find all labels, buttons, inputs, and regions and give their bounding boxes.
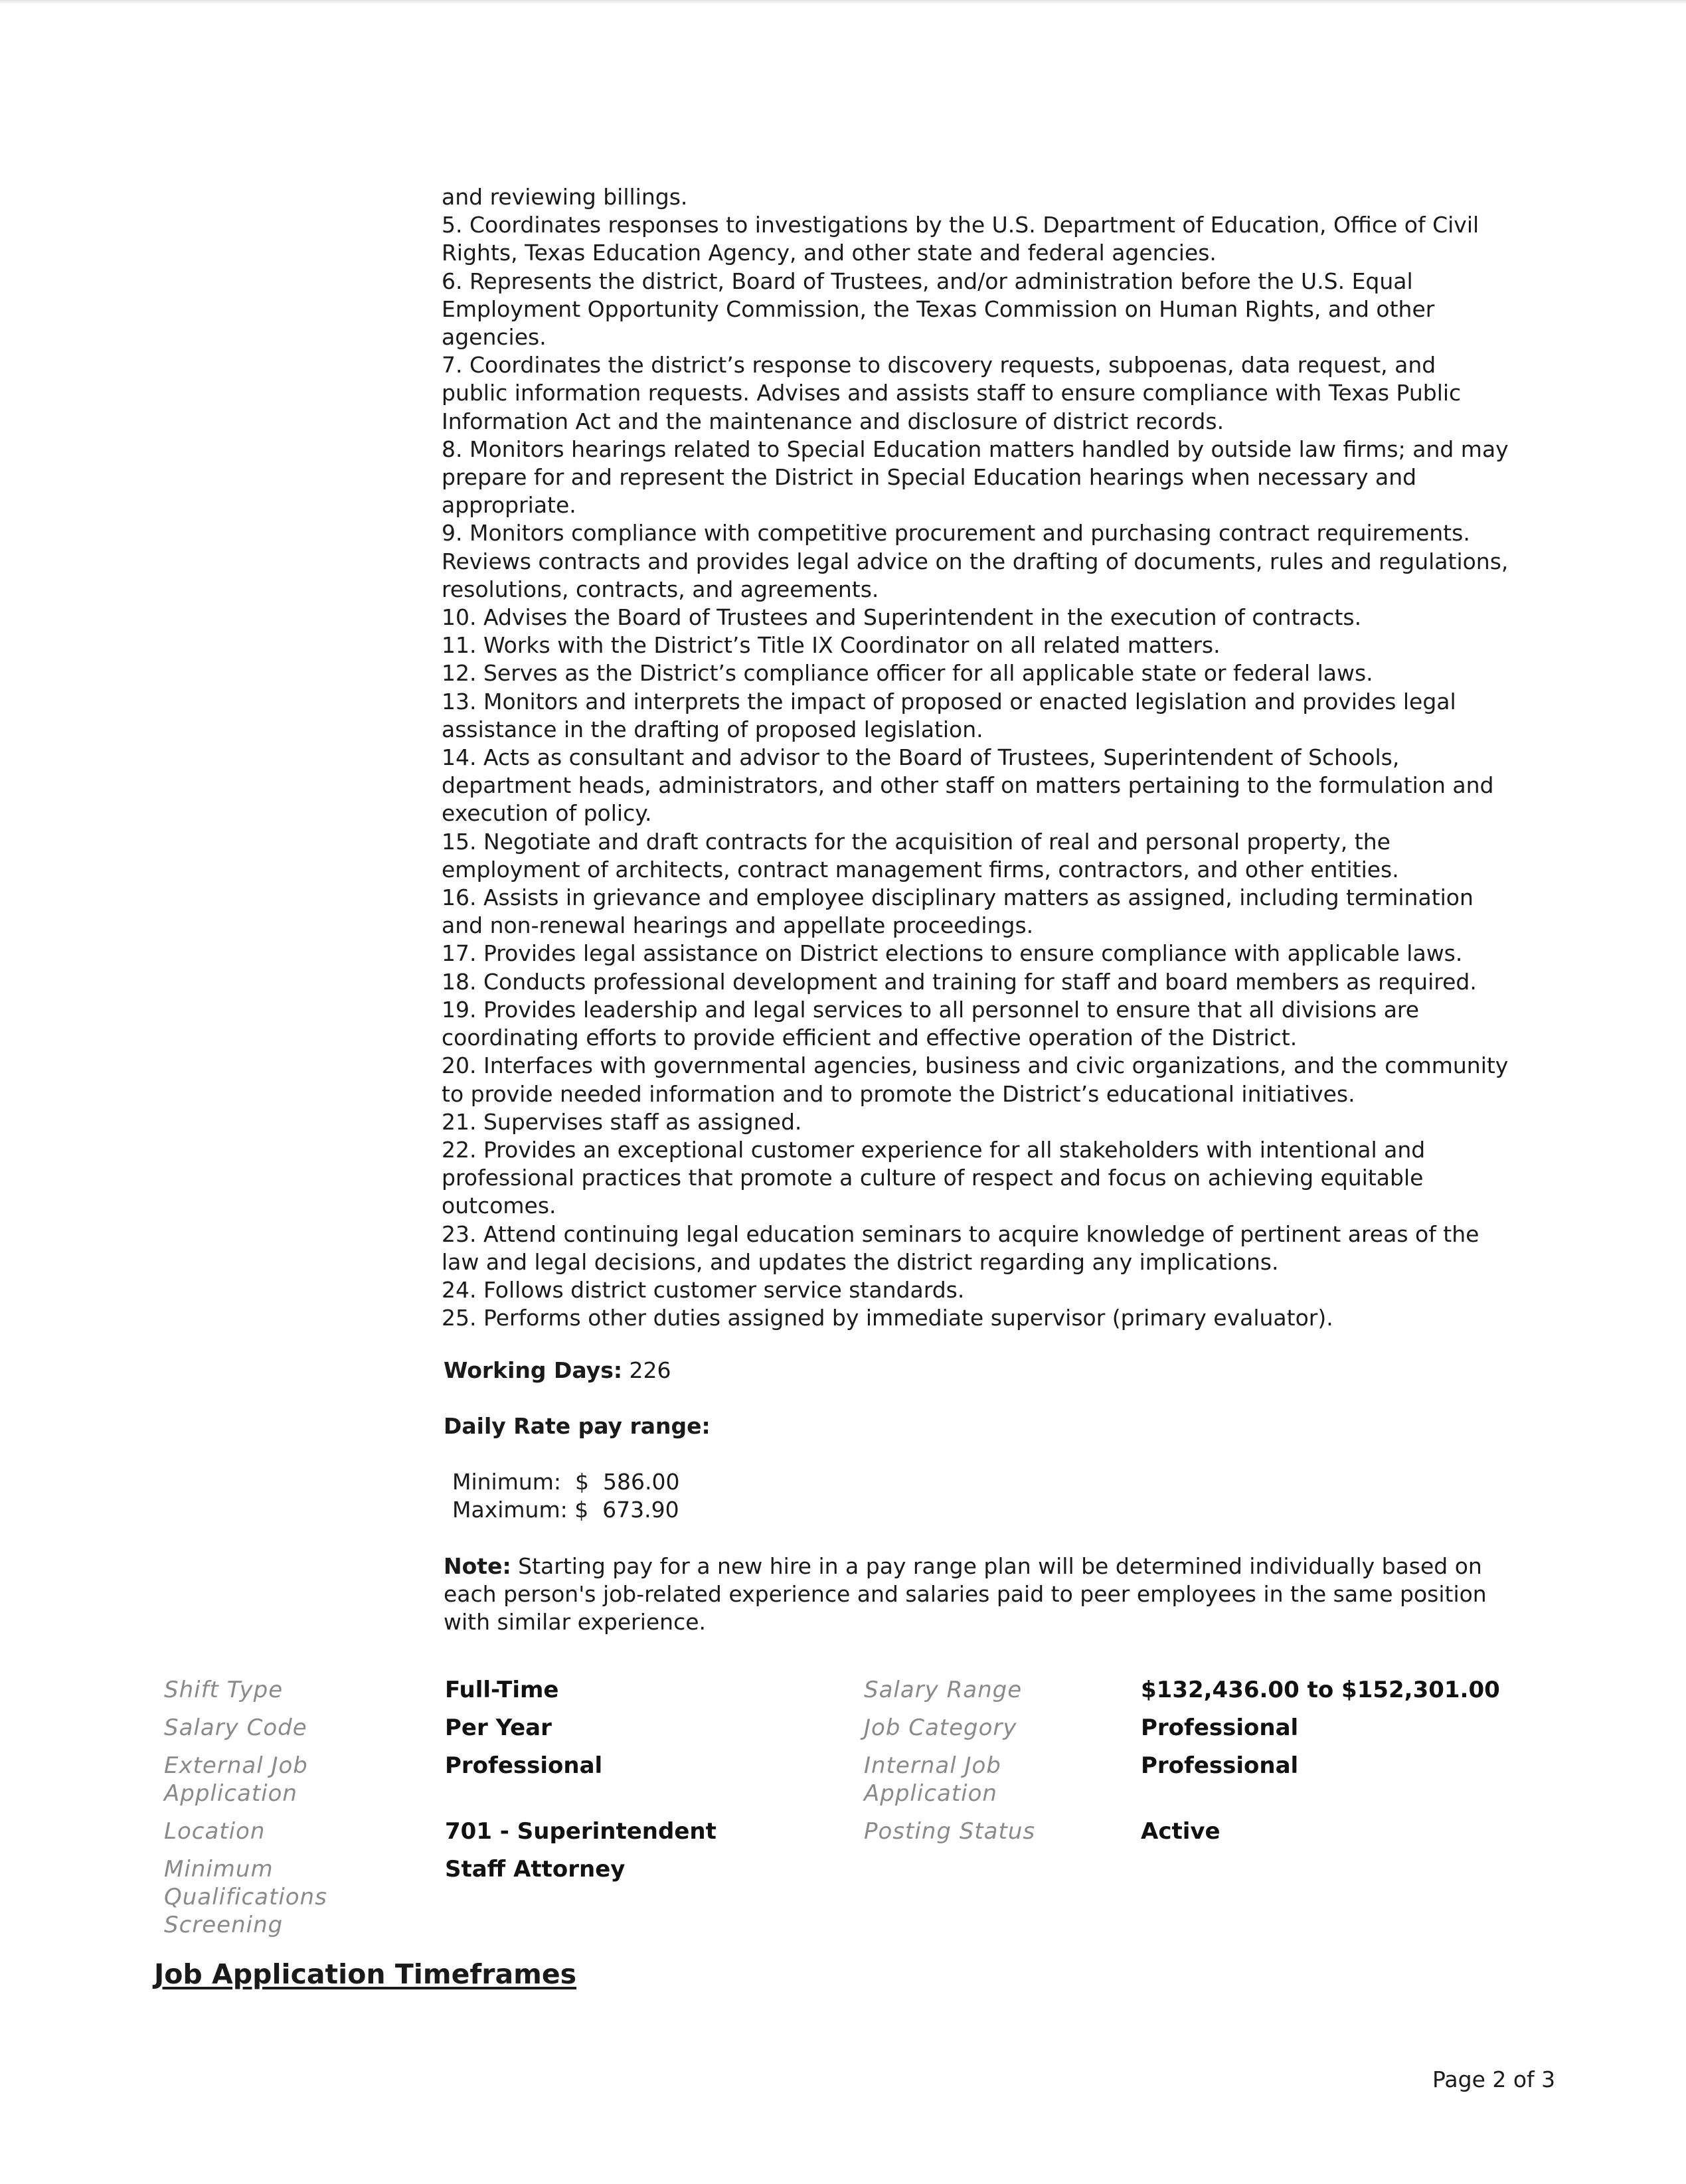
duty-line: 14. Acts as consultant and advisor to the Board of Trustees, Superintendent of Schools, [442, 744, 1400, 771]
duty-line: and non-renewal hearings and appellate proceedings. [442, 912, 1034, 939]
duty-line: and reviewing billings. [442, 184, 688, 210]
note-line: with similar experience. [444, 1609, 707, 1635]
duty-line: 13. Monitors and interprets the impact of proposed or enacted legislation and provides legal [442, 688, 1456, 714]
duty-line: 10. Advises the Board of Trustees and Superintendent in the execution of contracts. [442, 604, 1362, 631]
note-label: Note: [444, 1553, 511, 1579]
pay-range-heading: Daily Rate pay range: [444, 1413, 711, 1439]
pay-minimum: Minimum: $ 586.00 [452, 1469, 680, 1495]
note-line: each person's job-related experience and salaries paid to peer employees in the same position [444, 1581, 1487, 1607]
salary-code-label: Salary Code [164, 1715, 307, 1741]
duty-line: public information requests. Advises and assists staff to ensure compliance with Texas Public [442, 380, 1462, 406]
duty-line: 16. Assists in grievance and employee disciplinary matters as assigned, including termination [442, 884, 1474, 911]
job-application-timeframes-heading: Job Application Timeframes [154, 1958, 577, 1990]
duty-line: 25. Performs other duties assigned by immediate supervisor (primary evaluator). [442, 1305, 1333, 1331]
working-days-label: Working Days: [444, 1357, 623, 1383]
label-line: Application [864, 1780, 997, 1807]
duty-line: appropriate. [442, 492, 576, 519]
pay-maximum: Maximum: $ 673.90 [452, 1497, 679, 1523]
duty-line: resolutions, contracts, and agreements. [442, 576, 879, 602]
duty-line: 18. Conducts professional development and training for staff and board members as required. [442, 968, 1477, 995]
minimum-qualifications-screening-value: Staff Attorney [445, 1856, 626, 1883]
salary-range-value: $132,436.00 to $152,301.00 [1141, 1677, 1500, 1703]
duty-line: prepare for and represent the District in Special Education hearings when necessary and [442, 464, 1417, 491]
shift-type-label: Shift Type [164, 1677, 284, 1703]
duty-line: execution of policy. [442, 800, 652, 827]
duty-line: 23. Attend continuing legal education seminars to acquire knowledge of pertinent areas of the [442, 1220, 1479, 1247]
duty-line: to provide needed information and to promote the District’s educational initiatives. [442, 1080, 1355, 1107]
duty-line: department heads, administrators, and other staff on matters pertaining to the formulation and [442, 772, 1494, 799]
duty-line: 20. Interfaces with governmental agencies, business and civic organizations, and the community [442, 1052, 1509, 1079]
label-line: Minimum [164, 1856, 274, 1883]
note-line [444, 1553, 1533, 1580]
pay-note [444, 1553, 1533, 1636]
internal-job-application-value: Professional [1141, 1752, 1299, 1779]
duty-line: 21. Supervises staff as assigned. [442, 1108, 802, 1135]
duty-line: 5. Coordinates responses to investigations by the U.S. Department of Education, Office of Civil [442, 212, 1479, 238]
label-line: Screening [164, 1912, 284, 1938]
job-category-label: Job Category [864, 1715, 1017, 1741]
label-line: Internal Job [864, 1752, 1001, 1779]
duty-line: 9. Monitors compliance with competitive procurement and purchasing contract requirements. [442, 520, 1470, 546]
posting-status-label: Posting Status [864, 1818, 1036, 1845]
salary-range-label: Salary Range [864, 1677, 1023, 1703]
duty-line: law and legal decisions, and updates the district regarding any implications. [442, 1248, 1279, 1275]
duties-list [442, 183, 1551, 1332]
label-line: External Job [164, 1752, 308, 1779]
duty-line: Rights, Texas Education Agency, and other state and federal agencies. [442, 240, 1217, 266]
location-label: Location [164, 1818, 266, 1845]
shift-type-value: Full-Time [445, 1677, 559, 1703]
location-value: 701 - Superintendent [445, 1818, 717, 1845]
label-line: Application [164, 1780, 297, 1807]
minimum-qualifications-screening-label [164, 1855, 327, 1939]
salary-code-value: Per Year [445, 1715, 552, 1741]
internal-job-application-label [864, 1752, 1001, 1807]
duty-line: 19. Provides leadership and legal services to all personnel to ensure that all divisions are [442, 996, 1420, 1023]
duty-line: 11. Works with the District’s Title IX Coordinator on all related matters. [442, 632, 1221, 659]
duty-line: 24. Follows district customer service standards. [442, 1276, 965, 1303]
duty-line: professional practices that promote a culture of respect and focus on achieving equitable [442, 1165, 1424, 1191]
working-days [444, 1357, 671, 1385]
posting-status-value: Active [1141, 1818, 1221, 1845]
duty-line: 8. Monitors hearings related to Special Education matters handled by outside law firms; and may [442, 436, 1509, 462]
duty-line: assistance in the drafting of proposed legislation. [442, 716, 983, 742]
duty-line: 7. Coordinates the district’s response to discovery requests, subpoenas, data request, and [442, 352, 1436, 378]
job-category-value: Professional [1141, 1715, 1299, 1741]
page-number: Page 2 of 3 [1432, 2066, 1556, 2092]
external-job-application-value: Professional [445, 1752, 603, 1779]
duty-line: coordinating efforts to provide efficient and effective operation of the District. [442, 1025, 1298, 1051]
note-text: Starting pay for a new hire in a pay range plan will be determined individually based on [511, 1553, 1482, 1579]
working-days-value: 226 [622, 1357, 671, 1383]
label-line: Qualifications [164, 1884, 327, 1910]
duty-line: 6. Represents the district, Board of Trustees, and/or administration before the U.S. Equal [442, 268, 1413, 294]
duty-line: employment of architects, contract management firms, contractors, and other entities. [442, 856, 1399, 882]
duty-line: agencies. [442, 324, 547, 351]
external-job-application-label [164, 1752, 308, 1807]
duty-line: Employment Opportunity Commission, the Texas Commission on Human Rights, and other [442, 295, 1435, 322]
duty-line: 15. Negotiate and draft contracts for the acquisition of real and personal property, the [442, 828, 1391, 855]
duty-line: 17. Provides legal assistance on District elections to ensure compliance with applicable laws. [442, 940, 1463, 967]
duty-line: 22. Provides an exceptional customer experience for all stakeholders with intentional and [442, 1136, 1426, 1163]
duty-line: outcomes. [442, 1193, 556, 1219]
duty-line: Reviews contracts and provides legal advice on the drafting of documents, rules and regulations, [442, 548, 1509, 574]
duty-line: Information Act and the maintenance and disclosure of district records. [442, 408, 1224, 434]
scan-edge [0, 0, 1686, 4]
duty-line: 12. Serves as the District’s compliance officer for all applicable state or federal laws. [442, 660, 1373, 687]
